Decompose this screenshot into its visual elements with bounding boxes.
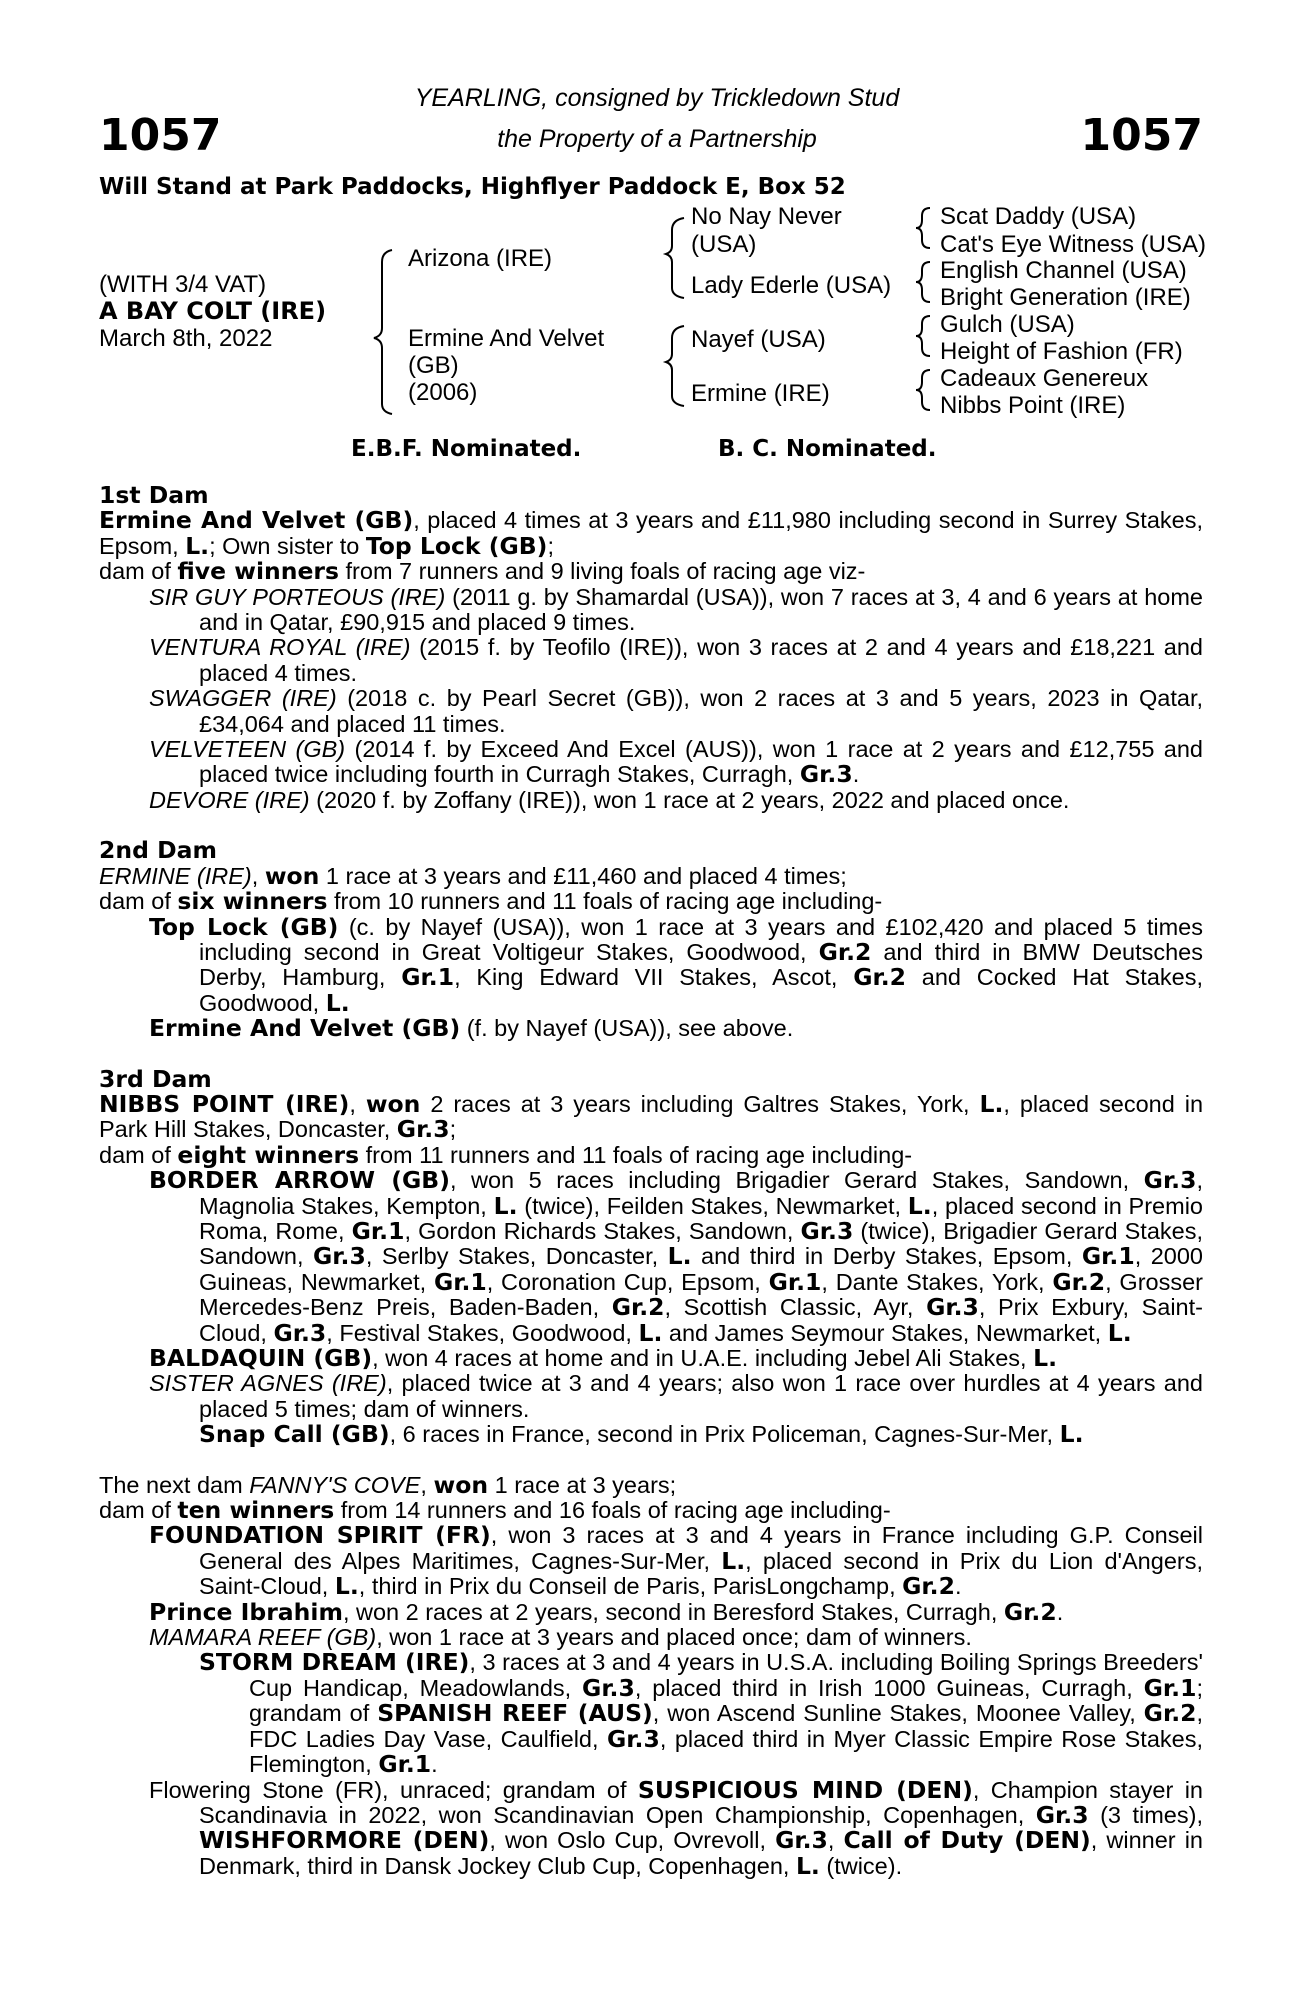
entry-text: from 10 runners and 11 foals of racing age including- xyxy=(327,888,883,915)
bracket-g3-4 xyxy=(916,370,930,410)
bc-nomination: B. C. Nominated. xyxy=(718,436,937,462)
entry-text: , King Edward VII Stakes, Ascot, xyxy=(454,964,854,991)
bold-text: Gr.1 xyxy=(378,1750,432,1779)
entry-text: ; xyxy=(449,1116,457,1143)
entry-text: , Champion stayer in Scandinavia in 2022, won Scandinavian Open Championship, Copenhagen, xyxy=(199,1776,1203,1828)
lot-number-right: 1057 xyxy=(1080,110,1203,161)
horse-dob: March 8th, 2022 xyxy=(99,325,273,352)
italic-text: DEVORE (IRE) xyxy=(149,786,310,813)
pedigree-entry xyxy=(149,1523,1203,1599)
bracket-gen1 xyxy=(374,250,392,414)
bold-text: Gr.2 xyxy=(1052,1267,1106,1296)
bold-text: eight winners xyxy=(177,1140,360,1169)
catalogue-body xyxy=(99,483,1203,1904)
entry-text: , xyxy=(349,1090,366,1117)
bold-text: Gr.1 xyxy=(1143,1673,1197,1702)
bold-text: Gr.1 xyxy=(433,1267,487,1296)
bold-text: won xyxy=(433,1470,489,1499)
pedigree-entry xyxy=(99,889,1203,914)
entry-text: , won 5 races including Brigadier Gerard Stakes, Sandown, xyxy=(449,1167,1144,1194)
property-line: the Property of a Partnership xyxy=(497,125,817,153)
horse-name: A BAY COLT (IRE) xyxy=(99,297,327,325)
entry-text: , 3 races at 3 and 4 years in U.S.A. including Boiling Springs Breeders' Cup Handicap, Meadowlands, xyxy=(249,1649,1203,1701)
entry-text: , Dante Stakes, York, xyxy=(821,1268,1053,1295)
dam-section xyxy=(99,1064,1204,1449)
pedigree-entry xyxy=(149,1346,1203,1371)
entry-text: , won Oslo Cup, Ovrevoll, xyxy=(489,1827,776,1854)
bold-text: Gr.2 xyxy=(902,1572,955,1601)
entry-text: and James Seymour Stakes, Newmarket, xyxy=(662,1319,1108,1346)
consignment-line: YEARLING, consigned by Trickledown Stud xyxy=(414,84,900,112)
entry-text: (twice), Feilden Stakes, Newmarket, xyxy=(517,1192,908,1219)
italic-text: MAMARA REEF (GB) xyxy=(149,1624,377,1651)
entry-text: ; grandam of xyxy=(249,1674,1203,1727)
bold-text: L. xyxy=(493,1191,518,1220)
bold-text: L. xyxy=(1107,1318,1132,1347)
pedigree-sire: Arizona (IRE) xyxy=(408,245,553,272)
section-heading: 2nd Dam xyxy=(99,836,217,865)
bold-text: Top Lock (GB) xyxy=(149,912,339,941)
entry-text: . xyxy=(954,1573,962,1600)
entry-text: and third in Derby Stakes, Epsom, xyxy=(691,1243,1082,1270)
entry-text: , Magnolia Stakes, Kempton, xyxy=(199,1167,1203,1219)
italic-text: VENTURA ROYAL (IRE) xyxy=(149,634,411,661)
bold-text: L. xyxy=(1059,1420,1084,1449)
entry-text: , won 1 race at 3 years and placed once; dam of winners. xyxy=(376,1624,972,1651)
pedigree-entry xyxy=(149,1016,1203,1041)
bold-text: L. xyxy=(667,1242,692,1271)
bold-text: BORDER ARROW (GB) xyxy=(149,1166,450,1195)
bracket-g3-3 xyxy=(916,316,930,356)
bold-text: Gr.3 xyxy=(313,1242,366,1271)
bold-text: FOUNDATION SPIRIT (FR) xyxy=(149,1521,491,1550)
entry-text: from 11 runners and 11 foals of racing age including- xyxy=(359,1141,913,1168)
bold-text: L. xyxy=(979,1089,1004,1118)
bold-text: L. xyxy=(185,531,210,560)
entry-text: and third in BMW Deutsches Derby, Hamburg, xyxy=(199,938,1203,991)
pedigree-entry xyxy=(99,1089,1204,1144)
entry-text: , xyxy=(827,1827,844,1854)
pedigree-sds: English Channel (USA) xyxy=(940,257,1187,284)
italic-text: SWAGGER (IRE) xyxy=(149,685,337,712)
bold-text: Gr.3 xyxy=(1143,1166,1197,1195)
entry-text: . xyxy=(1056,1598,1064,1625)
pedigree-entry xyxy=(199,1650,1203,1777)
pedigree-brackets xyxy=(0,0,1314,460)
pedigree-entry xyxy=(149,788,1203,813)
bold-text: Gr.2 xyxy=(853,963,906,992)
bold-text: Gr.3 xyxy=(607,1724,660,1753)
vat-label: (WITH 3/4 VAT) xyxy=(99,271,267,298)
entry-text: , Festival Stakes, Goodwood, xyxy=(326,1319,639,1346)
pedigree-sire-sire-line1: No Nay Never xyxy=(691,203,842,230)
entry-text: , Scottish Classic, Ayr, xyxy=(664,1294,927,1321)
pedigree-sire-sire-line2: (USA) xyxy=(691,231,757,258)
entry-text: dam of xyxy=(99,1497,178,1524)
entry-text: (twice). xyxy=(819,1852,903,1879)
dam-section xyxy=(99,483,1203,813)
entry-text: dam of xyxy=(99,888,178,915)
stand-info: Will Stand at Park Paddocks, Highflyer Paddock E, Box 52 xyxy=(99,174,846,200)
entry-text: , placed second in Premio Roma, Rome, xyxy=(199,1192,1203,1244)
bold-text: Gr.3 xyxy=(799,760,853,789)
entry-text: , 6 races in France, second in Prix Policeman, Cagnes-Sur-Mer, xyxy=(389,1421,1060,1448)
bracket-dam xyxy=(666,326,684,406)
entry-text: (f. by Nayef (USA)), see above. xyxy=(460,1015,794,1042)
bold-text: STORM DREAM (IRE) xyxy=(199,1648,470,1677)
entry-text: 2 races at 3 years including Galtres Stakes, York, xyxy=(420,1090,980,1117)
bold-text: L. xyxy=(638,1318,663,1347)
italic-text: SISTER AGNES (IRE) xyxy=(149,1370,387,1397)
pedigree-entry xyxy=(99,1140,1203,1169)
pedigree-dam-dam: Ermine (IRE) xyxy=(691,380,830,407)
entry-text: , placed second in Prix du Lion d'Angers, Saint-Cloud, xyxy=(199,1547,1203,1600)
bold-text: Ermine And Velvet (GB) xyxy=(149,1014,461,1043)
entry-text: (3 times), xyxy=(1088,1801,1203,1828)
italic-text: VELVETEEN (GB) xyxy=(149,736,346,763)
bold-text: Gr.3 xyxy=(1035,1800,1089,1829)
bold-text: Gr.2 xyxy=(1143,1699,1197,1728)
entry-text: (2018 c. by Pearl Secret (GB)), won 2 races at 3 and 5 years, 2023 in Qatar, £34,064 and placed 11 times. xyxy=(199,685,1204,737)
pedigree-entry xyxy=(99,559,1203,584)
entry-text: (twice), Brigadier Gerard Stakes, Sandown, xyxy=(199,1217,1203,1270)
entry-text: , won 3 races at 3 and 4 years in France including G.P. Conseil General des Alpes Maritimes, Cagnes-Sur-Mer, xyxy=(199,1522,1203,1574)
bracket-g3-1 xyxy=(916,208,930,248)
pedigree-entry xyxy=(149,1775,1203,1880)
entry-text: , placed second in Park Hill Stakes, Doncaster, xyxy=(99,1090,1204,1143)
entry-text: . xyxy=(852,761,860,788)
bold-text: Gr.2 xyxy=(818,937,872,966)
bold-text: won xyxy=(365,1089,421,1118)
entry-text: (2015 f. by Teofilo (IRE)), won 3 races at 2 and 4 years and £18,221 and placed 4 times. xyxy=(199,634,1203,686)
entry-text: , winner in Denmark, third in Dansk Jockey Club Cup, Copenhagen, xyxy=(199,1827,1203,1879)
italic-text: ERMINE (IRE) xyxy=(99,862,252,889)
pedigree-sss: Scat Daddy (USA) xyxy=(940,203,1137,230)
bold-text: WISHFORMORE (DEN) xyxy=(199,1826,490,1855)
bold-text: Gr.3 xyxy=(775,1826,828,1855)
entry-text: (c. by Nayef (USA)), won 1 race at 3 years and £102,420 and placed 5 times including second in Great Voltigeur Stakes, Goodwood, xyxy=(199,913,1203,965)
bracket-g3-2 xyxy=(916,262,930,302)
entry-text: , Serlby Stakes, Doncaster, xyxy=(365,1243,668,1270)
bold-text: L. xyxy=(334,1572,359,1601)
pedigree-entry xyxy=(149,912,1204,1017)
pedigree-ddd: Nibbs Point (IRE) xyxy=(940,392,1126,419)
bold-text: Gr.2 xyxy=(1003,1597,1057,1626)
entry-text: (2020 f. by Zoffany (IRE)), won 1 race at 2 years, 2022 and placed once. xyxy=(309,786,1070,813)
italic-text: SIR GUY PORTEOUS (IRE) xyxy=(149,583,446,610)
bold-text: NIBBS POINT (IRE) xyxy=(99,1089,350,1118)
entry-text: from 14 runners and 16 foals of racing age including- xyxy=(334,1497,891,1524)
entry-text: Flowering Stone (FR), unraced; grandam of xyxy=(149,1776,638,1803)
entry-text: (2014 f. by Exceed And Excel (AUS)), won 1 race at 2 years and £12,755 and placed twice including fourth in Curragh Stakes, Curragh, xyxy=(199,736,1204,788)
bold-text: L. xyxy=(325,988,350,1017)
entry-text: , won 2 races at 2 years, second in Beresford Stakes, Curragh, xyxy=(342,1598,1004,1625)
entry-text: 1 race at 3 years and £11,460 and placed 4 times; xyxy=(319,862,847,889)
entry-text: . xyxy=(431,1751,438,1778)
pedigree-dam-sire: Nayef (USA) xyxy=(691,326,826,353)
bold-text: Prince Ibrahim xyxy=(149,1597,343,1626)
bold-text: Gr.3 xyxy=(800,1216,854,1245)
entry-text: The next dam xyxy=(99,1471,250,1498)
bold-text: won xyxy=(264,861,320,890)
pedigree-dsd: Height of Fashion (FR) xyxy=(940,338,1183,365)
bold-text: five winners xyxy=(177,557,339,586)
entry-text: , 2000 Guineas, Newmarket, xyxy=(199,1243,1203,1295)
bold-text: Gr.3 xyxy=(926,1293,979,1322)
entry-text: , placed twice at 3 and 4 years; also won 1 race over hurdles at 4 years and placed 5 times; dam of winners. xyxy=(199,1370,1203,1422)
entry-text: , xyxy=(420,1471,434,1498)
bold-text: Gr.1 xyxy=(351,1216,405,1245)
bold-text: Gr.3 xyxy=(582,1673,635,1702)
entry-text: , won Ascend Sunline Stakes, Moonee Valley, xyxy=(652,1700,1144,1727)
pedigree-entry xyxy=(149,686,1203,737)
pedigree-dam-line3: (2006) xyxy=(408,379,478,406)
pedigree-sire-dam: Lady Ederle (USA) xyxy=(691,272,892,299)
entry-text: , won 4 races at home and in U.A.E. including Jebel Ali Stakes, xyxy=(372,1345,1034,1371)
pedigree-entry xyxy=(99,1470,1203,1499)
entry-text: 1 race at 3 years; xyxy=(488,1471,677,1498)
bold-text: Gr.3 xyxy=(396,1115,450,1144)
bold-text: L. xyxy=(795,1851,820,1880)
pedigree-entry xyxy=(149,635,1203,686)
bold-text: Top Lock (GB) xyxy=(365,531,548,560)
pedigree-entry xyxy=(149,1597,1203,1626)
entry-text: , xyxy=(251,862,265,889)
section-heading: 3rd Dam xyxy=(99,1064,212,1093)
entry-text: , placed third in Myer Classic Empire Rose Stakes, Flemington, xyxy=(249,1725,1203,1778)
entry-text: ; xyxy=(547,532,554,559)
entry-text: ; Own sister to xyxy=(209,532,366,559)
pedigree-dds: Cadeaux Genereux xyxy=(940,365,1149,392)
lot-number-left: 1057 xyxy=(99,110,222,161)
entry-text: and Cocked Hat Stakes, Goodwood, xyxy=(199,964,1204,1016)
bold-text: BALDAQUIN (GB) xyxy=(149,1344,373,1372)
bold-text: SUSPICIOUS MIND (DEN) xyxy=(637,1775,973,1804)
bold-text: ten winners xyxy=(177,1496,335,1525)
entry-text: , Gordon Richards Stakes, Sandown, xyxy=(404,1217,801,1244)
pedigree-entry xyxy=(149,737,1203,788)
entry-text: , third in Prix du Conseil de Paris, ParisLongchamp, xyxy=(358,1573,903,1600)
entry-text: (2011 g. by Shamardal (USA)), won 7 races at 3, 4 and 6 years at home and in Qatar, £90,915 and placed 9 times. xyxy=(199,583,1203,636)
pedigree-dam-line1: Ermine And Velvet xyxy=(408,325,605,352)
entry-text: , Grosser Mercedes-Benz Preis, Baden-Baden, xyxy=(199,1268,1203,1321)
ebf-nomination: E.B.F. Nominated. xyxy=(351,436,582,462)
bold-text: Gr.3 xyxy=(273,1318,327,1347)
bold-text: Call of Duty (DEN) xyxy=(843,1826,1091,1855)
section-heading: 1st Dam xyxy=(99,481,209,509)
pedigree-dam-line2: (GB) xyxy=(408,352,459,379)
pedigree-dss: Gulch (USA) xyxy=(940,311,1075,338)
bold-text: Gr.1 xyxy=(401,963,455,992)
pedigree-entry xyxy=(149,1168,1203,1346)
bold-text: L. xyxy=(1033,1344,1057,1372)
bold-text: Ermine And Velvet (GB) xyxy=(99,506,414,535)
pedigree-entry xyxy=(149,585,1203,636)
pedigree-entry xyxy=(149,1625,1203,1650)
bold-text: Gr.2 xyxy=(611,1293,665,1322)
bold-text: Gr.1 xyxy=(768,1267,822,1296)
pedigree-entry xyxy=(99,861,1203,890)
bold-text: Snap Call (GB) xyxy=(199,1420,390,1449)
pedigree-entry xyxy=(149,1371,1203,1422)
dam-section xyxy=(99,1470,1204,1880)
pedigree-entry xyxy=(99,1498,1203,1523)
pedigree-entry xyxy=(199,1422,1203,1447)
entry-text: , placed third in Irish 1000 Guineas, Curragh, xyxy=(634,1674,1144,1701)
bold-text: SPANISH REEF (AUS) xyxy=(377,1699,653,1728)
pedigree-entry xyxy=(99,508,1203,559)
entry-text: , Prix Exbury, Saint-Cloud, xyxy=(199,1294,1203,1346)
bold-text: Gr.1 xyxy=(1081,1242,1135,1271)
entry-text: , FDC Ladies Day Vase, Caulfield, xyxy=(249,1700,1204,1752)
entry-text: from 7 runners and 9 living foals of racing age viz- xyxy=(338,558,866,585)
italic-text: FANNY'S COVE xyxy=(249,1471,421,1498)
entry-text: , placed 4 times at 3 years and £11,980 including second in Surrey Stakes, Epsom, xyxy=(99,507,1203,559)
entry-text: , Coronation Cup, Epsom, xyxy=(486,1268,769,1295)
pedigree-ssd: Cat's Eye Witness (USA) xyxy=(940,231,1206,258)
bold-text: L. xyxy=(721,1546,746,1575)
entry-text: dam of xyxy=(99,558,178,585)
bold-text: six winners xyxy=(177,887,328,916)
dam-section xyxy=(99,838,1203,1041)
pedigree-sdd: Bright Generation (IRE) xyxy=(940,284,1191,311)
bold-text: L. xyxy=(907,1191,932,1220)
bracket-sire xyxy=(666,218,684,298)
entry-text: dam of xyxy=(99,1141,178,1168)
